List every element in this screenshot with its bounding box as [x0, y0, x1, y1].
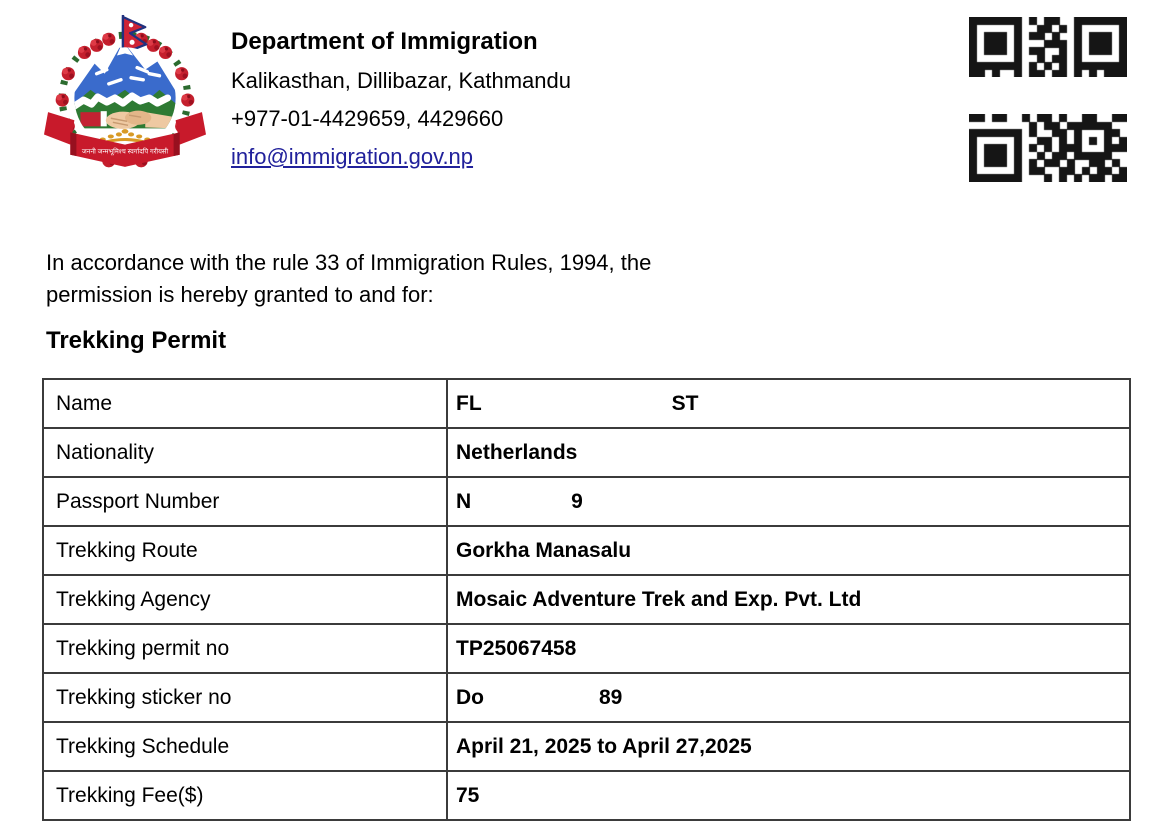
- field-label: Trekking sticker no: [43, 673, 447, 722]
- emblem-motto-text: जननी जन्मभूमिश्च स्वर्गादपि गरीयसी: [81, 148, 169, 156]
- value-part: FL: [456, 391, 482, 415]
- nepal-government-emblem-logo: [44, 10, 206, 186]
- value-part: ST: [671, 391, 699, 415]
- permit-details-table: [42, 378, 1131, 821]
- value-part: 9: [571, 489, 583, 513]
- table-row-name: [43, 379, 1130, 428]
- field-value: Netherlands: [447, 428, 1130, 477]
- field-label: Passport Number: [43, 477, 447, 526]
- qr-code-top-fragment: [969, 17, 1127, 77]
- value-part: N: [456, 489, 472, 513]
- department-title: Department of Immigration: [231, 28, 538, 55]
- field-label: Nationality: [43, 428, 447, 477]
- table-row-trekking-permit-no: [43, 624, 1130, 673]
- rule-statement: In accordance with the rule 33 of Immigration Rules, 1994, the permission is hereby granted to and for:: [46, 250, 652, 307]
- table-row-trekking-agency: [43, 575, 1130, 624]
- qr-code-bottom-fragment: [969, 114, 1127, 182]
- table-row-trekking-fee: [43, 771, 1130, 820]
- field-value: April 21, 2025 to April 27,2025: [447, 722, 1130, 771]
- table-row-passport-number: [43, 477, 1130, 526]
- field-label: Trekking Agency: [43, 575, 447, 624]
- table-row-nationality: [43, 428, 1130, 477]
- department-address: Kalikasthan, Dillibazar, Kathmandu: [231, 68, 571, 93]
- field-label: Trekking Fee($): [43, 771, 447, 820]
- field-value: [447, 673, 1130, 722]
- field-value: Mosaic Adventure Trek and Exp. Pvt. Ltd: [447, 575, 1130, 624]
- field-value: 75: [447, 771, 1130, 820]
- letterhead: [231, 27, 571, 171]
- department-email-link[interactable]: info@immigration.gov.np: [231, 144, 474, 169]
- field-value: Gorkha Manasalu: [447, 526, 1130, 575]
- field-value: [447, 477, 1130, 526]
- field-label: Trekking Schedule: [43, 722, 447, 771]
- field-value: TP25067458: [447, 624, 1130, 673]
- table-row-trekking-schedule: [43, 722, 1130, 771]
- value-part: 89: [599, 685, 623, 709]
- table-row-trekking-sticker-no: [43, 673, 1130, 722]
- table-row-trekking-route: [43, 526, 1130, 575]
- value-part: Do: [456, 685, 484, 709]
- field-label: Trekking Route: [43, 526, 447, 575]
- field-label: Trekking permit no: [43, 624, 447, 673]
- document-title: Trekking Permit: [46, 327, 227, 354]
- field-label: Name: [43, 379, 447, 428]
- department-phone: +977-01-4429659, 4429660: [231, 106, 504, 131]
- field-value: [447, 379, 1130, 428]
